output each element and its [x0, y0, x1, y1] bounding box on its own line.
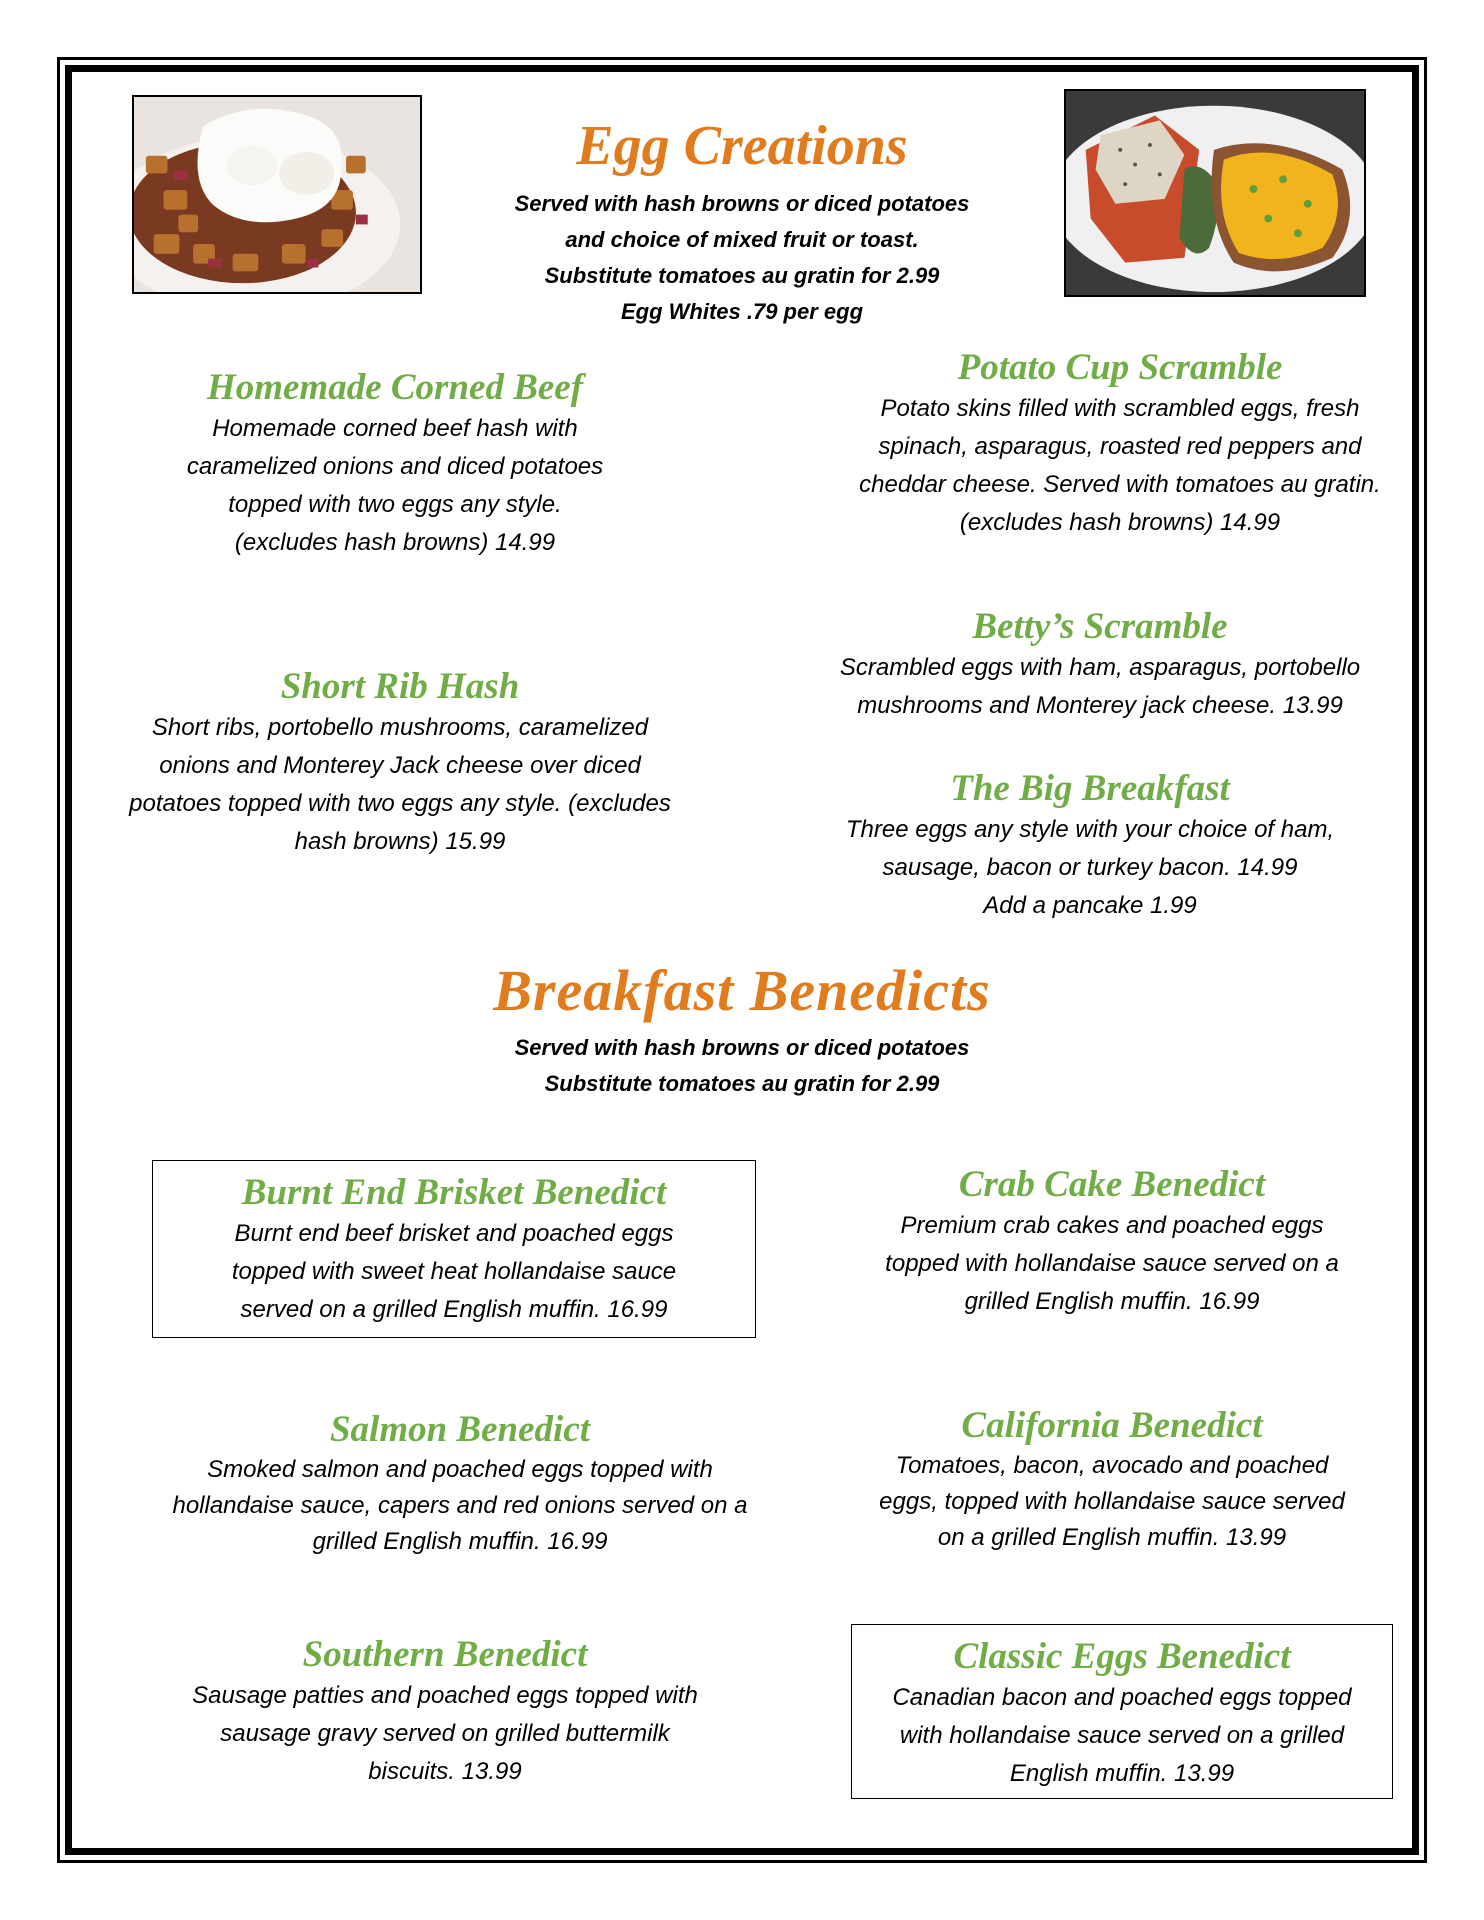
menu-item-crab-cake-benedict — [792, 1163, 1432, 1321]
item-title: Classic Eggs Benedict — [953, 1636, 1291, 1677]
intro-line: Substitute tomatoes au gratin for 2.99 — [544, 1071, 940, 1096]
description-line: served on a grilled English muffin. 16.99 — [240, 1296, 668, 1323]
description-line: sausage gravy served on grilled buttermilk — [220, 1720, 670, 1747]
potato-cup-scramble-photo — [1064, 89, 1366, 297]
description-line: biscuits. 13.99 — [368, 1758, 522, 1785]
description-line: cheddar cheese. Served with tomatoes au gratin. — [859, 471, 1381, 498]
description-line: sausage, bacon or turkey bacon. 14.99 — [882, 854, 1298, 881]
menu-item-salmon-benedict — [110, 1408, 810, 1560]
item-title: Potato Cup Scramble — [957, 347, 1283, 388]
description-line: (excludes hash browns) 14.99 — [959, 509, 1281, 536]
description-line: grilled English muffin. 16.99 — [312, 1528, 608, 1555]
item-title: California Benedict — [961, 1405, 1263, 1446]
egg-creations-heading-block — [442, 115, 1042, 177]
description-line: topped with two eggs any style. — [228, 491, 562, 518]
description-line: Add a pancake 1.99 — [983, 892, 1197, 919]
intro-line: Served with hash browns or diced potatoes — [514, 191, 970, 216]
description-line: Potato skins filled with scrambled eggs, fresh — [880, 395, 1360, 422]
item-title: Salmon Benedict — [329, 1409, 591, 1450]
item-title: Homemade Corned Beef — [206, 367, 584, 408]
menu-item-bettys-scramble — [780, 605, 1420, 725]
menu-item-burnt-end-brisket-benedict — [152, 1160, 756, 1338]
breakfast-benedicts-heading-block — [392, 958, 1092, 1023]
item-description — [125, 1677, 765, 1791]
description-line: Short ribs, portobello mushrooms, caramelized — [151, 714, 649, 741]
item-description — [770, 811, 1410, 925]
item-title: The Big Breakfast — [950, 768, 1230, 809]
description-line: topped with sweet heat hollandaise sauce — [231, 1258, 677, 1285]
intro-line: Substitute tomatoes au gratin for 2.99 — [544, 263, 940, 288]
menu-item-california-benedict — [792, 1404, 1432, 1556]
description-line: Tomatoes, bacon, avocado and poached — [895, 1452, 1329, 1479]
item-description — [110, 1452, 810, 1560]
item-description — [90, 709, 710, 861]
item-title: Crab Cake Benedict — [958, 1164, 1266, 1205]
description-line: eggs, topped with hollandaise sauce served — [879, 1488, 1345, 1515]
description-line: hash browns) 15.99 — [294, 828, 506, 855]
menu-item-homemade-corned-beef — [95, 366, 695, 562]
menu-item-classic-eggs-benedict — [851, 1624, 1393, 1799]
item-description — [800, 390, 1440, 542]
description-line: spinach, asparagus, roasted red peppers and — [878, 433, 1362, 460]
item-title: Short Rib Hash — [280, 666, 520, 707]
item-title: Southern Benedict — [302, 1634, 588, 1675]
description-line: on a grilled English muffin. 13.99 — [937, 1524, 1287, 1551]
description-line: English muffin. 13.99 — [1009, 1760, 1235, 1787]
description-line: Burnt end beef brisket and poached eggs — [234, 1220, 674, 1247]
item-title: Burnt End Brisket Benedict — [241, 1172, 667, 1213]
intro-line: and choice of mixed fruit or toast. — [565, 227, 919, 252]
menu-item-potato-cup-scramble — [800, 346, 1440, 542]
description-line: potatoes topped with two eggs any style. (excludes — [129, 790, 671, 817]
item-description — [780, 649, 1420, 725]
description-line: mushrooms and Monterey jack cheese. 13.99 — [857, 692, 1343, 719]
description-line: (excludes hash browns) 14.99 — [234, 529, 556, 556]
description-line: hollandaise sauce, capers and red onions served on a — [172, 1492, 748, 1519]
description-line: Three eggs any style with your choice of ham, — [845, 816, 1335, 843]
intro-line: Egg Whites .79 per egg — [620, 299, 864, 324]
description-line: Canadian bacon and poached eggs topped — [892, 1684, 1352, 1711]
menu-item-short-rib-hash — [90, 665, 710, 861]
description-line: grilled English muffin. 16.99 — [964, 1288, 1260, 1315]
description-line: Sausage patties and poached eggs topped with — [192, 1682, 698, 1709]
egg-creations-intro — [392, 186, 1092, 330]
intro-line: Served with hash browns or diced potatoes — [514, 1035, 970, 1060]
description-line: onions and Monterey Jack cheese over diced — [159, 752, 641, 779]
description-line: Smoked salmon and poached eggs topped with — [207, 1456, 713, 1483]
description-line: topped with hollandaise sauce served on a — [885, 1250, 1339, 1277]
fried-egg-hash-photo — [132, 95, 422, 294]
menu-item-southern-benedict — [125, 1633, 765, 1791]
item-description — [792, 1448, 1432, 1556]
description-line: Premium crab cakes and poached eggs — [900, 1212, 1324, 1239]
item-description — [792, 1207, 1432, 1321]
egg-creations-title: Egg Creations — [576, 115, 908, 177]
item-title: Betty’s Scramble — [972, 606, 1228, 647]
description-line: with hollandaise sauce served on a grilled — [899, 1722, 1345, 1749]
description-line: Scrambled eggs with ham, asparagus, portobello — [839, 654, 1361, 681]
item-description — [153, 1215, 755, 1329]
benedicts-intro — [392, 1030, 1092, 1102]
description-line: Homemade corned beef hash with — [212, 415, 578, 442]
menu-item-big-breakfast — [770, 767, 1410, 925]
description-line: caramelized onions and diced potatoes — [186, 453, 604, 480]
item-description — [852, 1679, 1392, 1793]
item-description — [95, 410, 695, 562]
breakfast-benedicts-title: Breakfast Benedicts — [493, 958, 991, 1023]
